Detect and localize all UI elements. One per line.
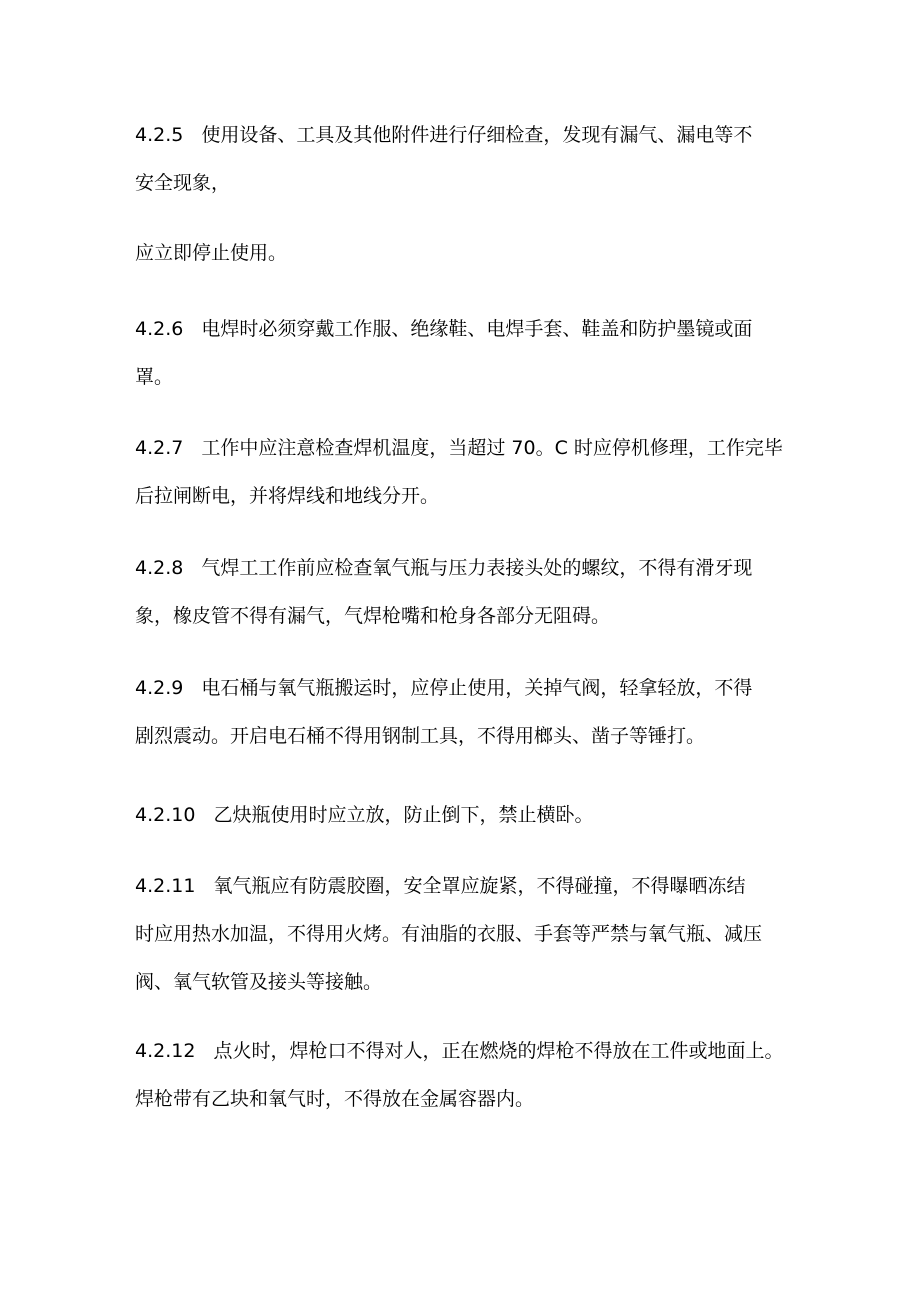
clause-4-2-9 [135, 664, 795, 760]
clause-line: 时应用热水加温，不得用火烤。有油脂的衣服、手套等严禁与氧气瓶、减压 [135, 923, 763, 945]
clause-line: 剧烈震动。开启电石桶不得用钢制工具，不得用榔头、凿子等锤打。 [135, 725, 706, 747]
clause-line: 焊枪带有乙块和氧气时，不得放在金属容器内。 [135, 1088, 535, 1110]
clause-text: 乙炔瓶使用时应立放，防止倒下，禁止横卧。 [213, 804, 594, 826]
clause-4-2-10 [135, 791, 795, 839]
clause-line [135, 111, 795, 159]
clause-line: 后拉闸断电，并将焊线和地线分开。 [135, 485, 440, 507]
clause-4-2-7 [135, 424, 795, 520]
clause-line: 阀、氧气软管及接头等接触。 [135, 971, 383, 993]
clause-continuation [135, 229, 795, 277]
clause-text: 电石桶与氧气瓶搬运时，应停止使用，关掉气阀，轻拿轻放，不得 [201, 677, 753, 699]
clause-line [135, 862, 795, 910]
clause-4-2-5 [135, 111, 795, 207]
clause-text: 气焊工工作前应检查氧气瓶与压力表接头处的螺纹，不得有滑牙现 [201, 557, 753, 579]
clause-4-2-8 [135, 544, 795, 640]
clause-text: 点火时，焊枪口不得对人，正在燃烧的焊枪不得放在工件或地面上。 [213, 1040, 784, 1062]
clause-number: 4.2.7 [135, 437, 184, 459]
clause-line: 安全现象， [135, 172, 231, 194]
clause-line: 象，橡皮管不得有漏气，气焊枪嘴和枪身各部分无阻碍。 [135, 605, 611, 627]
clause-text: 电焊时必须穿戴工作服、绝缘鞋、电焊手套、鞋盖和防护墨镜或面 [201, 318, 753, 340]
clause-line [135, 791, 795, 839]
clause-line [135, 1027, 795, 1075]
clause-4-2-11 [135, 862, 795, 1006]
clause-number: 4.2.10 [135, 804, 196, 826]
clause-text: 使用设备、工具及其他附件进行仔细检查，发现有漏气、漏电等不 [201, 124, 753, 146]
clause-text: 工作中应注意检查焊机温度，当超过 70。C 时应停机修理，工作完毕 [201, 437, 783, 459]
clause-number: 4.2.5 [135, 124, 184, 146]
clause-line [135, 305, 795, 353]
clause-line [135, 664, 795, 712]
clause-line: 应立即停止使用。 [135, 242, 288, 264]
clause-number: 4.2.6 [135, 318, 184, 340]
clause-number: 4.2.8 [135, 557, 184, 579]
clause-4-2-12 [135, 1027, 795, 1123]
clause-number: 4.2.12 [135, 1040, 196, 1062]
clause-line [135, 544, 795, 592]
clause-line: 罩。 [135, 366, 174, 388]
clause-number: 4.2.11 [135, 875, 196, 897]
clause-4-2-6 [135, 305, 795, 401]
clause-text: 氧气瓶应有防震胶圈，安全罩应旋紧，不得碰撞，不得曝晒冻结 [213, 875, 746, 897]
clause-number: 4.2.9 [135, 677, 184, 699]
clause-line [135, 424, 795, 472]
